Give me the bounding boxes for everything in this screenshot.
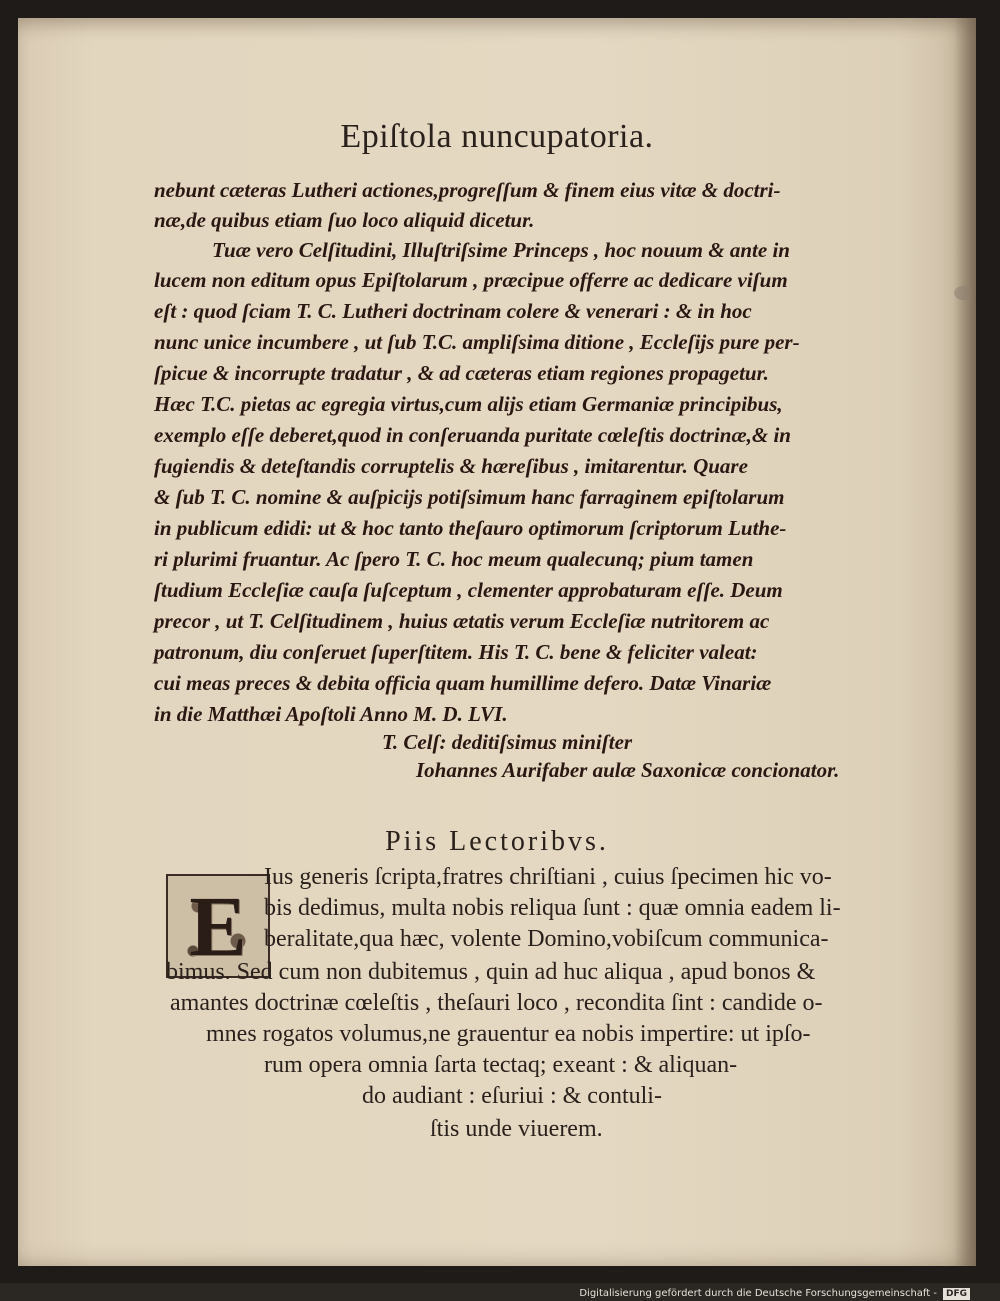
digitization-footer: [579, 1286, 970, 1301]
letter-line: lucem non editum opus Epiſtolarum , præcipue offerre ac dedicare viſum: [154, 268, 788, 292]
letter-line: nunc unice incumbere , ut ſub T.C. ampliſsima ditione , Eccleſijs pure per-: [154, 330, 800, 354]
letter-line: fugiendis & deteſtandis corruptelis & hæreſibus , imitarentur. Quare: [154, 454, 748, 478]
letter-line: patronum, diu conſeruet ſuperſtitem. His T. C. bene & feliciter valeat:: [154, 640, 758, 664]
preface-line: rum opera omnia ſarta tectaq; exeant : & aliquan-: [264, 1052, 738, 1078]
letter-line: næ,de quibus etiam ſuo loco aliquid dicetur.: [154, 208, 535, 232]
preface-line: bis dedimus, multa nobis reliqua ſunt : quæ omnia eadem li-: [264, 895, 841, 921]
preface-line: mnes rogatos volumus,ne grauentur ea nobis impertire: ut ipſo-: [206, 1021, 811, 1047]
page-gutter-shadow: [954, 18, 976, 1266]
paper-stain: [954, 286, 972, 300]
signature-line-1: T. Celſ: deditiſsimus miniſter: [382, 730, 633, 754]
letter-line: precor , ut T. Celſitudinem , huius ætatis verum Eccleſiæ nutritorem ac: [154, 609, 770, 633]
letter-line: in die Matthæi Apoſtoli Anno M. D. LVI.: [154, 702, 508, 726]
letter-line: Tuæ vero Celſitudini, Illuſtriſsime Princeps , hoc nouum & ante in: [212, 238, 790, 262]
letter-line: ſpicue & incorrupte tradatur , & ad cæteras etiam regiones propagetur.: [154, 361, 769, 385]
letter-line: in publicum edidi: ut & hoc tanto theſauro optimorum ſcriptorum Luthe-: [154, 516, 787, 540]
footer-credit: Digitalisierung gefördert durch die Deutsche Forschungsgemeinschaft -: [579, 1288, 937, 1299]
running-head: Epiſtola nuncupatoria.: [340, 118, 654, 155]
letter-line: Hæc T.C. pietas ac egregia virtus,cum alijs etiam Germaniæ principibus,: [154, 392, 783, 416]
dfg-logo-icon: DFG: [943, 1288, 970, 1300]
letter-line: ri plurimi fruantur. Ac ſpero T. C. hoc meum qualecunq; pium tamen: [154, 547, 754, 571]
letter-line: eſt : quod ſciam T. C. Lutheri doctrinam colere & venerari : & in hoc: [154, 299, 752, 323]
letter-line: nebunt cæteras Lutheri actiones,progreſſum & finem eius vitæ & doctri-: [154, 178, 781, 202]
preface-line: ſtis unde viuerem.: [430, 1116, 603, 1142]
preface-line: do audiant : eſuriui : & contuli-: [362, 1083, 662, 1109]
preface-line: amantes doctrinæ cœleſtis , theſauri loco , recondita ſint : candide o-: [170, 990, 823, 1016]
letter-line: exemplo eſſe deberet,quod in conſeruanda puritate cœleſtis doctrinæ,& in: [154, 423, 791, 447]
preface-line: bimus. Sed cum non dubitemus , quin ad huc aliqua , apud bonos &: [166, 959, 816, 985]
section-title: Piis Lectoribvs.: [385, 826, 609, 857]
preface-line: beralitate,qua hæc, volente Domino,vobiſcum communica-: [264, 926, 829, 952]
book-page: [18, 18, 976, 1266]
letter-line: cui meas preces & debita officia quam humillime defero. Datæ Vinariæ: [154, 671, 772, 695]
letter-line: & ſub T. C. nomine & auſpicijs potiſsimum hanc farraginem epiſtolarum: [154, 485, 785, 509]
initial-letter: E: [189, 878, 247, 974]
preface-line: Ius generis ſcripta,fratres chriſtiani , cuius ſpecimen hic vo-: [264, 864, 832, 890]
letter-line: ſtudium Eccleſiæ cauſa ſuſceptum , clementer approbaturam eſſe. Deum: [154, 578, 783, 602]
signature-line-2: Iohannes Aurifaber aulæ Saxonicæ concionator.: [416, 758, 840, 782]
